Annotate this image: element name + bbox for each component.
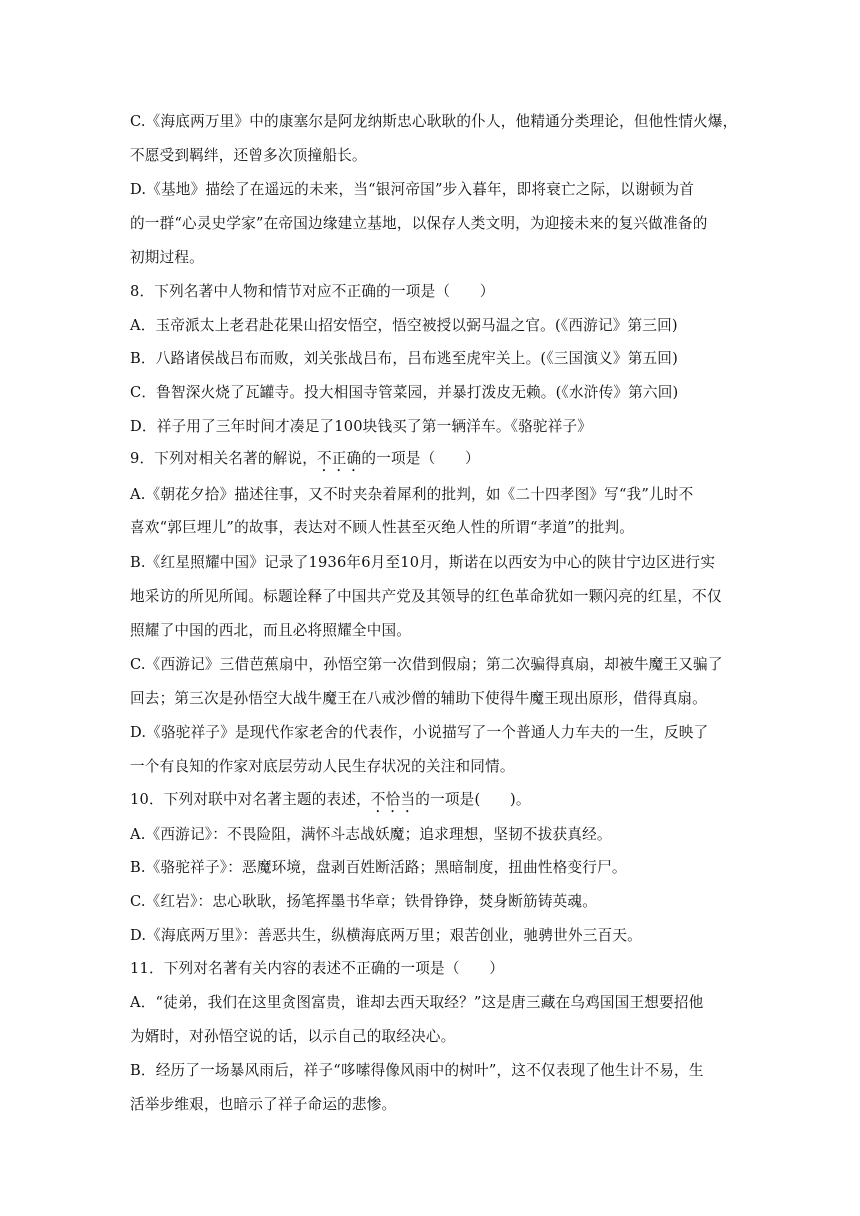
option-9a-line-2: 喜欢“郭巨埋儿”的故事，表达对不顾人性甚至灭绝人性的所谓“孝道”的批判。 bbox=[130, 519, 635, 536]
question-10-emphasis: 不恰当 bbox=[370, 791, 416, 808]
option-7d-line-1: D.《基地》描绘了在遥远的未来，当“银河帝国”步入暮年，即将衰亡之际，以谢顿为首 bbox=[130, 181, 695, 198]
option-9c-line-1: C.《西游记》三借芭蕉扇中，孙悟空第一次借到假扇；第二次骗得真扇，却被牛魔王又骗了 bbox=[130, 656, 723, 673]
question-10-stem-before: 10．下列对联中对名著主题的表述， bbox=[130, 791, 371, 808]
option-10a: A.《西游记》：不畏险阻，满怀斗志战妖魔；追求理想，坚韧不拔获真经。 bbox=[130, 826, 612, 843]
option-11a-line-2: 为婿时，对孙悟空说的话，以示自己的取经决心。 bbox=[130, 1028, 456, 1045]
option-8c: C．鲁智深火烧了瓦罐寺。投大相国寺管菜园，并暴打泼皮无赖。(《水浒传》第六回) bbox=[130, 384, 679, 401]
question-9-stem-after: 的一项是（ ） bbox=[361, 450, 480, 467]
question-9-stem bbox=[130, 449, 740, 475]
option-9d-line-2: 一个有良知的作家对底层劳动人民生存状况的关注和同情。 bbox=[130, 758, 515, 775]
option-7c-line-2: 不愿受到羁绊，还曾多次顶撞船长。 bbox=[130, 147, 367, 164]
question-9-emphasis: 不正确 bbox=[317, 450, 362, 467]
option-11a-line-1: A．“徒弟，我们在这里贪图富贵，谁却去西天取经？”这是唐三藏在乌鸡国国王想要招他 bbox=[130, 994, 704, 1011]
option-9b-line-1: B.《红星照耀中国》记录了1936年6月至10月，斯诺在以西安为中心的陕甘宁边区进行实 bbox=[130, 554, 716, 571]
option-8b: B．八路诸侯战吕布而败，刘关张战吕布，吕布逃至虎牢关上。(《三国演义》第五回) bbox=[130, 350, 678, 367]
option-9d-line-1: D.《骆驼祥子》是现代作家老舍的代表作，小说描写了一个普通人力车夫的一生，反映了 bbox=[130, 724, 709, 741]
option-9a-line-1: A.《朝花夕拾》描述往事，又不时夹杂着犀利的批判，如《二十四孝图》写“我”儿时不 bbox=[130, 486, 694, 503]
option-7d-line-2: 的一群“心灵史学家”在帝国边缘建立基地，以保存人类文明，为迎接未来的复兴做准备的 bbox=[130, 215, 708, 232]
question-11-stem: 11．下列对名著有关内容的表述不正确的一项是（ ） bbox=[130, 960, 505, 977]
option-10d: D.《海底两万里》：善恶共生，纵横海底两万里；艰苦创业，驰骋世外三百天。 bbox=[130, 927, 642, 944]
question-10-stem bbox=[130, 790, 740, 816]
option-10c: C.《红岩》：忠心耿耿，扬笔挥墨书华章；铁骨铮铮，焚身断筋铸英魂。 bbox=[130, 893, 597, 910]
option-9b-line-2: 地采访的所见所闻。标题诠释了中国共产党及其领导的红色革命犹如一颗闪亮的红星，不仅 bbox=[130, 588, 722, 605]
question-9-stem-before: 9．下列对相关名著的解说， bbox=[130, 450, 318, 467]
option-7d-line-3: 初期过程。 bbox=[130, 249, 204, 266]
option-7c-line-1: C.《海底两万里》中的康塞尔是阿龙纳斯忠心耿耿的仆人，他精通分类理论，但他性情火爆， bbox=[130, 113, 738, 130]
option-11b-line-2: 活举步维艰，也暗示了祥子命运的悲惨。 bbox=[130, 1096, 397, 1113]
option-9b-line-3: 照耀了中国的西北，而且必将照耀全中国。 bbox=[130, 622, 412, 639]
option-8a: A．玉帝派太上老君赴花果山招安悟空，悟空被授以弼马温之官。(《西游记》第三回) bbox=[130, 317, 678, 334]
option-9c-line-2: 回去；第三次是孙悟空大战牛魔王在八戒沙僧的辅助下使得牛魔王现出原形，借得真扇。 bbox=[130, 690, 707, 707]
question-10-stem-after: 的一项是( )。 bbox=[415, 791, 531, 808]
option-11b-line-1: B．经历了一场暴风雨后，祥子“哆嗦得像风雨中的树叶”，这不仅表现了他生计不易，生 bbox=[130, 1062, 704, 1079]
option-10b: B.《骆驼祥子》：恶魔环境，盘剥百姓断活路；黑暗制度，扭曲性格变行尸。 bbox=[130, 859, 627, 876]
question-8-stem: 8．下列名著中人物和情节对应不正确的一项是（ ） bbox=[130, 283, 495, 300]
option-8d: D．祥子用了三年时间才凑足了100块钱买了第一辆洋车。《骆驼祥子》 bbox=[130, 418, 593, 435]
